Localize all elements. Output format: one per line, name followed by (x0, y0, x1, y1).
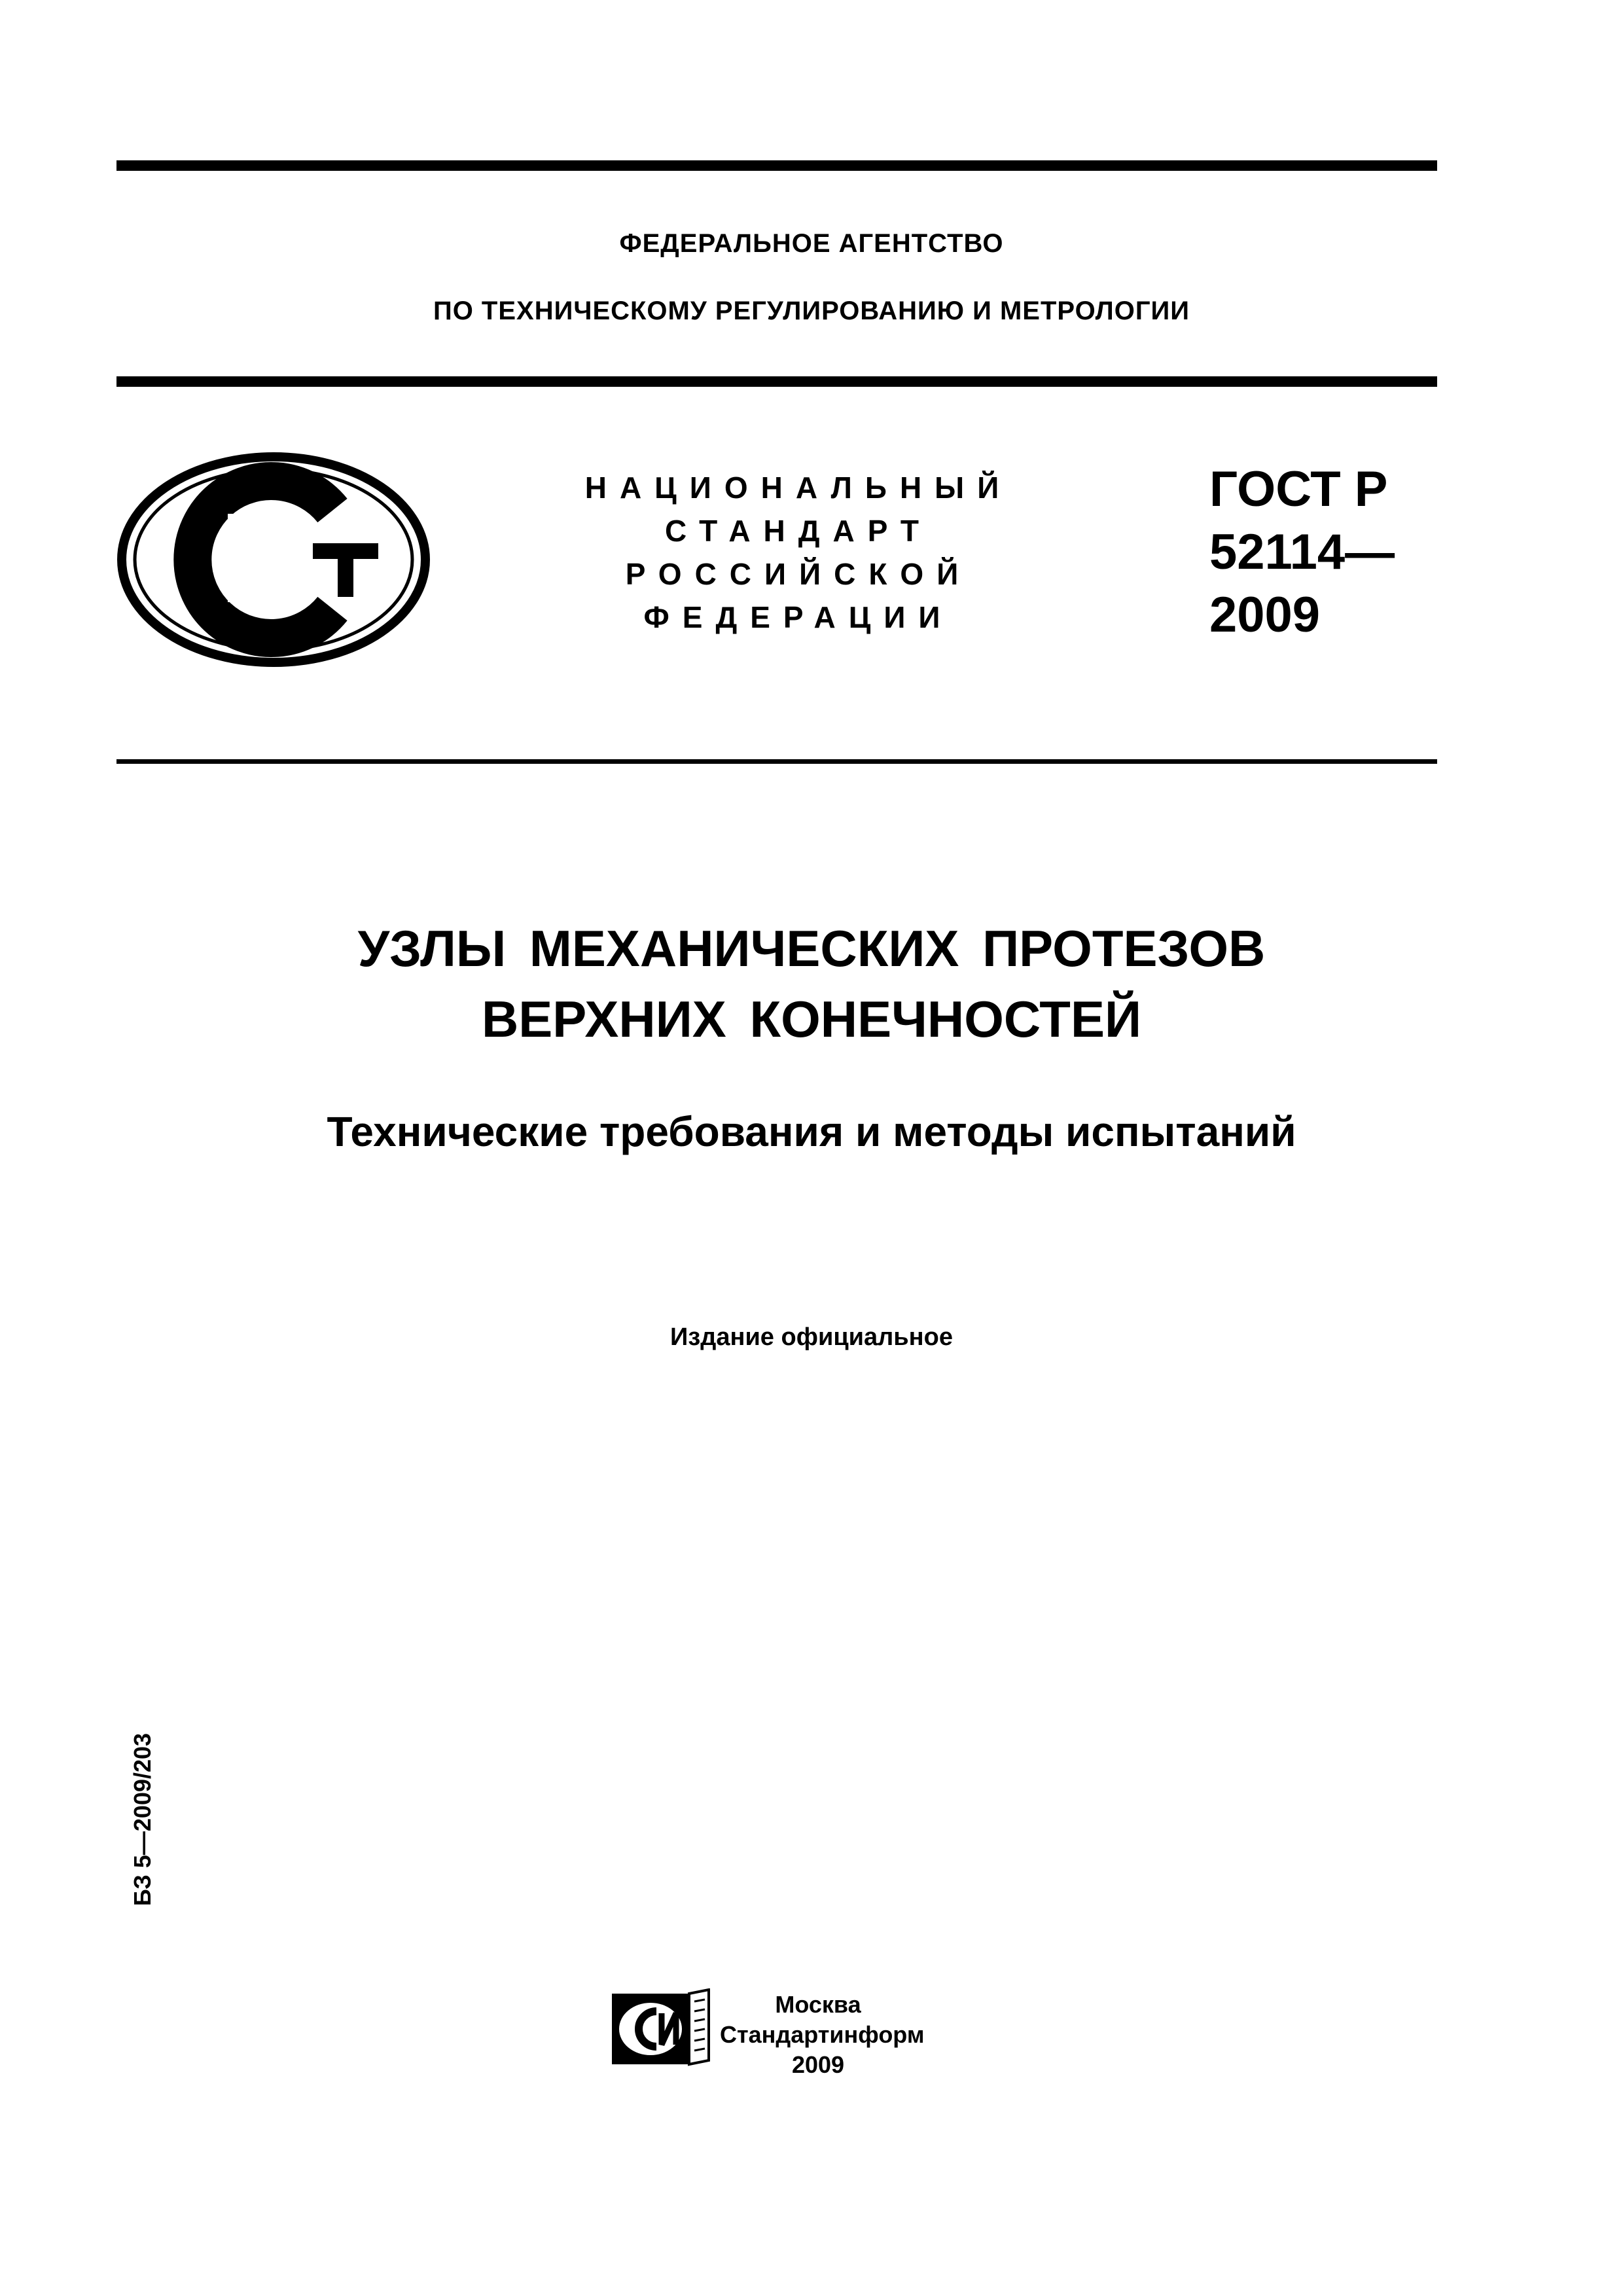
document-title-line-2: ВЕРХНИХ КОНЕЧНОСТЕЙ (481, 990, 1142, 1048)
agency-name-line-1: ФЕДЕРАЛЬНОЕ АГЕНТСТВО (619, 229, 1004, 258)
publisher-year: 2009 (791, 2051, 845, 2078)
standard-code (1209, 458, 1395, 647)
middle-rule (116, 376, 1437, 387)
edition-label: Издание официальное (670, 1323, 953, 1351)
national-standard-line: ФЕДЕРАЦИИ (643, 600, 954, 634)
national-standard-line: СТАНДАРТ (665, 514, 932, 548)
side-registration-code: БЗ 5—2009/203 (129, 1732, 156, 1907)
standartinform-logo (611, 1988, 710, 2070)
gost-rst-logo (116, 452, 431, 668)
standard-code-line-1: ГОСТ Р (1209, 461, 1388, 517)
national-standard-line: РОССИЙСКОЙ (625, 557, 972, 591)
standard-code-line-3: 2009 (1209, 587, 1321, 643)
bottom-rule (116, 759, 1437, 764)
document-title-line-1: УЗЛЫ МЕХАНИЧЕСКИХ ПРОТЕЗОВ (357, 920, 1266, 977)
publisher-name: Стандартинформ (720, 2021, 925, 2048)
document-subtitle: Технические требования и методы испытаний (327, 1108, 1296, 1155)
national-standard-block (582, 466, 1014, 639)
agency-name-line-2: ПО ТЕХНИЧЕСКОМУ РЕГУЛИРОВАНИЮ И МЕТРОЛОГИИ (433, 296, 1190, 325)
standard-code-line-2: 52114— (1209, 524, 1395, 580)
publisher-block (720, 1990, 925, 2080)
top-rule (116, 160, 1437, 171)
national-standard-line: НАЦИОНАЛЬНЫЙ (584, 471, 1012, 505)
publisher-city: Москва (775, 1991, 861, 2018)
document-title (0, 913, 1623, 1054)
